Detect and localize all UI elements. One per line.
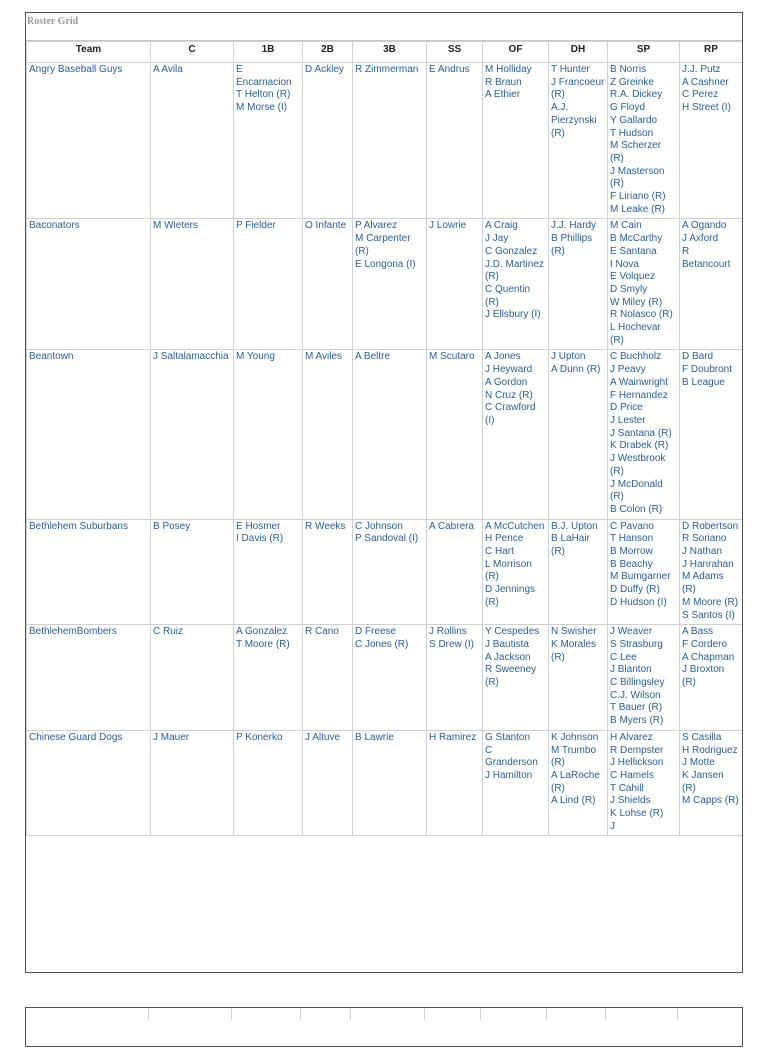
player-entry[interactable]: J Lowrie <box>429 220 467 232</box>
column-header-dh: DH <box>549 42 608 63</box>
player-entry[interactable]: D Price <box>610 402 643 414</box>
player-entry[interactable]: B Colon (R) <box>610 503 663 515</box>
column-header-of: OF <box>483 42 549 63</box>
player-entry[interactable]: F Hernandez <box>610 389 668 401</box>
player-entry[interactable]: J Altuve <box>305 731 341 743</box>
position-cell-1b <box>234 519 303 625</box>
table-row <box>27 219 743 350</box>
column-header-1b: 1B <box>234 42 303 63</box>
player-entry[interactable]: B Posey <box>153 520 191 532</box>
player-entry[interactable]: A Bass <box>682 626 714 638</box>
position-cell-c <box>151 63 234 219</box>
table-row <box>27 350 743 519</box>
player-entry[interactable]: D Smyly <box>610 283 648 295</box>
player-entry[interactable]: K Johnson <box>551 731 599 743</box>
player-entry[interactable]: J Bautista <box>485 638 529 650</box>
player-entry[interactable]: K Lohse (R) <box>610 808 664 820</box>
position-cell-rp <box>680 63 743 219</box>
player-entry[interactable]: K Drabek (R) <box>610 440 669 452</box>
position-cell-sp <box>608 219 680 350</box>
column-header-ss: SS <box>427 42 483 63</box>
table-row <box>27 63 743 219</box>
player-entry[interactable]: J Nathan <box>682 546 723 558</box>
player-entry[interactable]: R Dempster <box>610 744 664 756</box>
player-entry[interactable]: P Fielder <box>236 220 276 232</box>
player-entry[interactable]: J Francoeur (R) <box>551 76 605 101</box>
position-cell-1b <box>234 350 303 519</box>
player-entry[interactable]: A Lind (R) <box>551 795 596 807</box>
position-cell-of <box>483 730 549 836</box>
player-entry[interactable]: O Infante <box>305 220 347 232</box>
player-entry[interactable]: C.J. Wilson <box>610 689 661 701</box>
team-name-cell[interactable]: Chinese Guard Dogs <box>27 730 151 836</box>
position-cell-ss <box>427 625 483 731</box>
player-entry[interactable]: J.D. Martinez (R) <box>485 258 544 283</box>
player-entry[interactable]: T Helton (R) <box>236 89 291 101</box>
player-entry[interactable]: H Ramirez <box>429 731 477 743</box>
player-entry[interactable]: D Robertson <box>682 520 739 532</box>
position-cell-3b <box>353 219 427 350</box>
player-entry[interactable]: A.J. Pierzynski (R) <box>551 102 597 139</box>
player-entry[interactable]: B.J. Upton <box>551 520 598 532</box>
team-name-cell[interactable]: BethlehemBombers <box>27 625 151 731</box>
position-cell-rp <box>680 730 743 836</box>
position-cell-rp <box>680 519 743 625</box>
player-entry[interactable]: N Swisher <box>551 626 597 638</box>
position-cell-1b <box>234 63 303 219</box>
player-entry[interactable]: A Ogando <box>682 220 727 232</box>
player-entry[interactable]: C Hart <box>485 546 514 558</box>
player-entry[interactable]: T Hudson <box>610 127 654 139</box>
player-entry[interactable]: T Hanson <box>610 533 654 545</box>
player-entry[interactable]: C Perez <box>682 89 719 101</box>
player-entry[interactable]: S Casilla <box>682 731 722 743</box>
player-entry[interactable]: E Santana <box>610 245 657 257</box>
player-entry[interactable]: M Aviles <box>305 351 343 363</box>
roster-grid-caption: Roster Grid <box>27 16 79 27</box>
position-cell-sp <box>608 350 680 519</box>
player-entry[interactable]: R Betancourt <box>682 245 731 270</box>
position-cell-dh <box>549 350 608 519</box>
position-cell-2b <box>303 219 353 350</box>
player-entry[interactable]: S Drew (I) <box>429 638 474 650</box>
player-entry[interactable]: R.A. Dickey <box>610 89 663 101</box>
position-cell-sp <box>608 519 680 625</box>
player-entry[interactable]: C Buchholz <box>610 351 662 363</box>
position-cell-dh <box>549 625 608 731</box>
player-entry[interactable]: I Nova <box>610 258 639 270</box>
player-entry[interactable]: B Beachy <box>610 558 653 570</box>
player-entry[interactable]: P Alvarez <box>355 220 398 232</box>
position-cell-1b <box>234 219 303 350</box>
player-entry[interactable]: M Scherzer (R) <box>610 140 662 164</box>
player-entry[interactable]: M Trumbo (R) <box>551 744 597 769</box>
player-entry[interactable]: H Alvarez <box>610 731 653 743</box>
player-entry[interactable]: J Santana (R) <box>610 427 672 439</box>
position-cell-ss <box>427 219 483 350</box>
position-cell-2b <box>303 625 353 731</box>
player-entry[interactable]: Z Greinke <box>610 76 654 88</box>
player-entry[interactable]: A Beltre <box>355 351 391 363</box>
position-cell-dh <box>549 219 608 350</box>
player-entry[interactable]: B Myers (R) <box>610 715 664 727</box>
player-entry[interactable]: A Gonzalez <box>236 626 288 638</box>
player-entry[interactable]: G Floyd <box>610 102 646 114</box>
player-entry[interactable]: L Hochevar (R) <box>610 322 661 346</box>
roster-grid-header-row <box>27 42 743 63</box>
player-entry[interactable]: D Ackley <box>305 64 344 75</box>
player-entry[interactable]: J Weaver <box>610 626 653 638</box>
player-entry[interactable]: G Stanton <box>485 731 531 743</box>
roster-grid-viewport <box>26 40 742 945</box>
position-cell-c <box>151 350 234 519</box>
player-entry[interactable]: C Lee <box>610 651 637 663</box>
player-entry[interactable]: B LaHair (R) <box>551 533 590 558</box>
player-entry[interactable]: M Cain <box>610 220 642 232</box>
player-entry[interactable]: J Blanton <box>610 664 652 676</box>
player-entry[interactable]: M Young <box>236 351 275 363</box>
player-entry[interactable]: J Axford <box>682 233 719 245</box>
player-entry[interactable]: E Andrus <box>429 64 470 75</box>
player-entry[interactable]: C Gonzalez <box>485 245 538 257</box>
player-entry[interactable]: K Jansen (R) <box>682 769 724 794</box>
position-cell-ss <box>427 519 483 625</box>
roster-grid-table <box>26 41 742 836</box>
roster-grid-body <box>27 63 743 836</box>
player-entry[interactable]: S Santos (I) <box>682 609 735 621</box>
player-entry[interactable]: A LaRoche (R) <box>551 769 600 794</box>
position-cell-dh <box>549 63 608 219</box>
player-entry[interactable]: M Holliday <box>485 64 532 75</box>
position-cell-c <box>151 519 234 625</box>
column-header-sp: SP <box>608 42 680 63</box>
position-cell-of <box>483 519 549 625</box>
player-entry[interactable]: L Morrison (R) <box>485 558 532 583</box>
player-entry[interactable]: Y Gallardo <box>610 114 658 126</box>
player-entry[interactable]: J Masterson (R) <box>610 165 665 190</box>
player-entry[interactable]: A Cashner <box>682 76 729 88</box>
position-cell-3b <box>353 519 427 625</box>
player-entry[interactable]: J McDonald (R) <box>610 478 663 503</box>
player-entry[interactable]: P Konerko <box>236 731 283 743</box>
player-entry[interactable]: A Jackson <box>485 651 531 663</box>
player-entry[interactable]: E Hosmer <box>236 520 281 532</box>
player-entry[interactable]: T Hunter <box>551 64 590 75</box>
position-cell-1b <box>234 730 303 836</box>
report-page <box>25 12 743 973</box>
player-entry[interactable]: B Norris <box>610 64 647 75</box>
player-entry[interactable]: R Zimmerman <box>355 64 419 75</box>
player-entry[interactable]: I Davis (R) <box>236 533 284 545</box>
player-entry[interactable]: A Avila <box>153 64 183 75</box>
player-entry[interactable]: A Wainwright <box>610 376 668 388</box>
player-entry[interactable]: J Rollins <box>429 626 467 638</box>
player-entry[interactable]: H Pence <box>485 533 524 545</box>
player-entry[interactable]: T Moore (R) <box>236 638 290 650</box>
team-name-cell[interactable]: Baconators <box>27 219 151 350</box>
player-entry[interactable]: T Bauer (R) <box>610 702 663 714</box>
player-entry[interactable]: E Encarnacion <box>236 64 292 88</box>
player-entry[interactable]: B McCarthy <box>610 233 663 245</box>
player-entry[interactable]: B Lawrie <box>355 731 394 743</box>
player-entry[interactable]: C Crawford (I) <box>485 402 536 426</box>
player-entry[interactable]: H Street (I) <box>682 102 731 114</box>
player-entry[interactable]: J Ellsbury (I) <box>485 309 541 321</box>
player-entry[interactable]: E Longoria (I) <box>355 258 416 270</box>
player-entry[interactable]: D Hudson (I) <box>610 596 667 608</box>
player-entry[interactable]: F Doubront <box>682 364 733 376</box>
position-cell-of <box>483 63 549 219</box>
player-entry[interactable]: M Leake (R) <box>610 203 666 215</box>
player-entry[interactable]: J Lester <box>610 414 646 426</box>
column-header-team: Team <box>27 42 151 63</box>
player-entry[interactable]: B Morrow <box>610 546 653 558</box>
player-entry[interactable]: D Freese <box>355 626 397 638</box>
player-entry[interactable]: R Braun <box>485 76 522 88</box>
table-row <box>27 625 743 731</box>
position-cell-of <box>483 350 549 519</box>
position-cell-1b <box>234 625 303 731</box>
player-entry[interactable]: C Ruiz <box>153 626 184 638</box>
position-cell-ss <box>427 730 483 836</box>
player-entry[interactable]: A McCutchen <box>485 520 545 532</box>
position-cell-ss <box>427 63 483 219</box>
player-entry[interactable]: J.J. Hardy <box>551 220 597 232</box>
player-entry[interactable]: D Duffy (R) <box>610 584 660 596</box>
player-entry[interactable]: J <box>610 820 615 832</box>
report-page-next <box>25 1007 743 1047</box>
player-entry[interactable]: A Gordon <box>485 376 528 388</box>
player-entry[interactable]: J Shields <box>610 795 651 807</box>
player-entry[interactable]: A Craig <box>485 220 518 232</box>
player-entry[interactable]: J Saltalamacchia <box>153 351 229 363</box>
team-name-cell[interactable]: Bethlehem Suburbans <box>27 519 151 625</box>
player-entry[interactable]: C Johnson <box>355 520 403 532</box>
column-header-3b: 3B <box>353 42 427 63</box>
position-cell-2b <box>303 350 353 519</box>
player-entry[interactable]: R Sweeney (R) <box>485 664 537 689</box>
player-entry[interactable]: S Strasburg <box>610 638 663 650</box>
player-entry[interactable]: C Jones (R) <box>355 638 409 650</box>
player-entry[interactable]: M Morse (I) <box>236 102 288 114</box>
player-entry[interactable]: E Volquez <box>610 271 656 283</box>
position-cell-rp <box>680 625 743 731</box>
position-cell-of <box>483 625 549 731</box>
player-entry[interactable]: J Motte <box>682 757 715 769</box>
player-entry[interactable]: F Cordero <box>682 638 728 650</box>
column-header-c: C <box>151 42 234 63</box>
position-cell-rp <box>680 350 743 519</box>
position-cell-dh <box>549 519 608 625</box>
player-entry[interactable]: J.J. Putz <box>682 64 721 75</box>
table-row <box>27 730 743 836</box>
player-entry[interactable]: J Upton <box>551 351 586 363</box>
player-entry[interactable]: W Miley (R) <box>610 296 663 308</box>
player-entry[interactable]: J Hanrahan <box>682 558 734 570</box>
position-cell-sp <box>608 625 680 731</box>
player-entry[interactable]: J Westbrook (R) <box>610 453 666 477</box>
player-entry[interactable]: M Carpenter (R) <box>355 233 411 257</box>
player-entry[interactable]: A Jones <box>485 351 521 363</box>
position-cell-2b <box>303 63 353 219</box>
player-entry[interactable]: M Capps (R) <box>682 795 739 807</box>
next-page-table-preview <box>26 1008 742 1048</box>
player-entry[interactable]: R Weeks <box>305 520 346 532</box>
player-entry[interactable]: J Hellickson <box>610 757 664 769</box>
position-cell-3b <box>353 625 427 731</box>
player-entry[interactable]: A Ethier <box>485 89 521 101</box>
player-entry[interactable]: D Bard <box>682 351 714 363</box>
player-entry[interactable]: C Quentin (R) <box>485 283 531 308</box>
player-entry[interactable]: J Hamilton <box>485 769 533 781</box>
player-entry[interactable]: P Sandoval (I) <box>355 533 419 545</box>
player-entry[interactable]: C Hamels <box>610 769 654 781</box>
team-name-cell[interactable]: Beantown <box>27 350 151 519</box>
player-entry[interactable]: T Cahill <box>610 782 644 794</box>
position-cell-c <box>151 730 234 836</box>
player-entry[interactable]: M Wieters <box>153 220 198 232</box>
player-entry[interactable]: A Cabrera <box>429 520 475 532</box>
player-entry[interactable]: N Cruz (R) <box>485 389 533 401</box>
player-entry[interactable]: A Chapman <box>682 651 735 663</box>
player-entry[interactable]: R Cano <box>305 626 339 638</box>
player-entry[interactable]: D Jennings (R) <box>485 584 536 608</box>
column-header-2b: 2B <box>303 42 353 63</box>
player-entry[interactable]: C Pavano <box>610 520 654 532</box>
position-cell-3b <box>353 350 427 519</box>
position-cell-2b <box>303 730 353 836</box>
position-cell-of <box>483 219 549 350</box>
position-cell-3b <box>353 730 427 836</box>
position-cell-3b <box>353 63 427 219</box>
player-entry[interactable]: K Morales (R) <box>551 638 597 663</box>
position-cell-ss <box>427 350 483 519</box>
player-entry[interactable]: J Mauer <box>153 731 190 743</box>
table-row <box>27 519 743 625</box>
player-entry[interactable]: B League <box>682 376 725 388</box>
player-entry[interactable]: A Dunn (R) <box>551 364 601 376</box>
position-cell-dh <box>549 730 608 836</box>
player-entry[interactable]: J Peavy <box>610 364 646 376</box>
position-cell-rp <box>680 219 743 350</box>
player-entry[interactable]: F Liriano (R) <box>610 191 666 203</box>
position-cell-c <box>151 625 234 731</box>
player-entry[interactable]: J Broxton (R) <box>682 664 725 689</box>
player-entry[interactable]: M Moore (R) <box>682 596 739 608</box>
player-entry[interactable]: J Heyward <box>485 364 533 376</box>
position-cell-sp <box>608 63 680 219</box>
player-entry[interactable]: J Jay <box>485 233 509 245</box>
position-cell-c <box>151 219 234 350</box>
player-entry[interactable]: M Bumgarner <box>610 571 671 583</box>
player-entry[interactable]: C Billingsley <box>610 677 665 689</box>
player-entry[interactable]: Y Cespedes <box>485 626 540 638</box>
player-entry[interactable]: R Soriano <box>682 533 727 545</box>
player-entry[interactable]: M Adams (R) <box>682 571 724 596</box>
column-header-rp: RP <box>680 42 743 63</box>
player-entry[interactable]: M Scutaro <box>429 351 475 363</box>
team-name-cell[interactable]: Angry Baseball Guys <box>27 63 151 219</box>
player-entry[interactable]: H Rodriguez <box>682 744 738 756</box>
position-cell-sp <box>608 730 680 836</box>
position-cell-2b <box>303 519 353 625</box>
player-entry[interactable]: R Nolasco (R) <box>610 309 673 321</box>
player-entry[interactable]: C Granderson <box>485 744 538 769</box>
player-entry[interactable]: B Phillips (R) <box>551 233 593 257</box>
